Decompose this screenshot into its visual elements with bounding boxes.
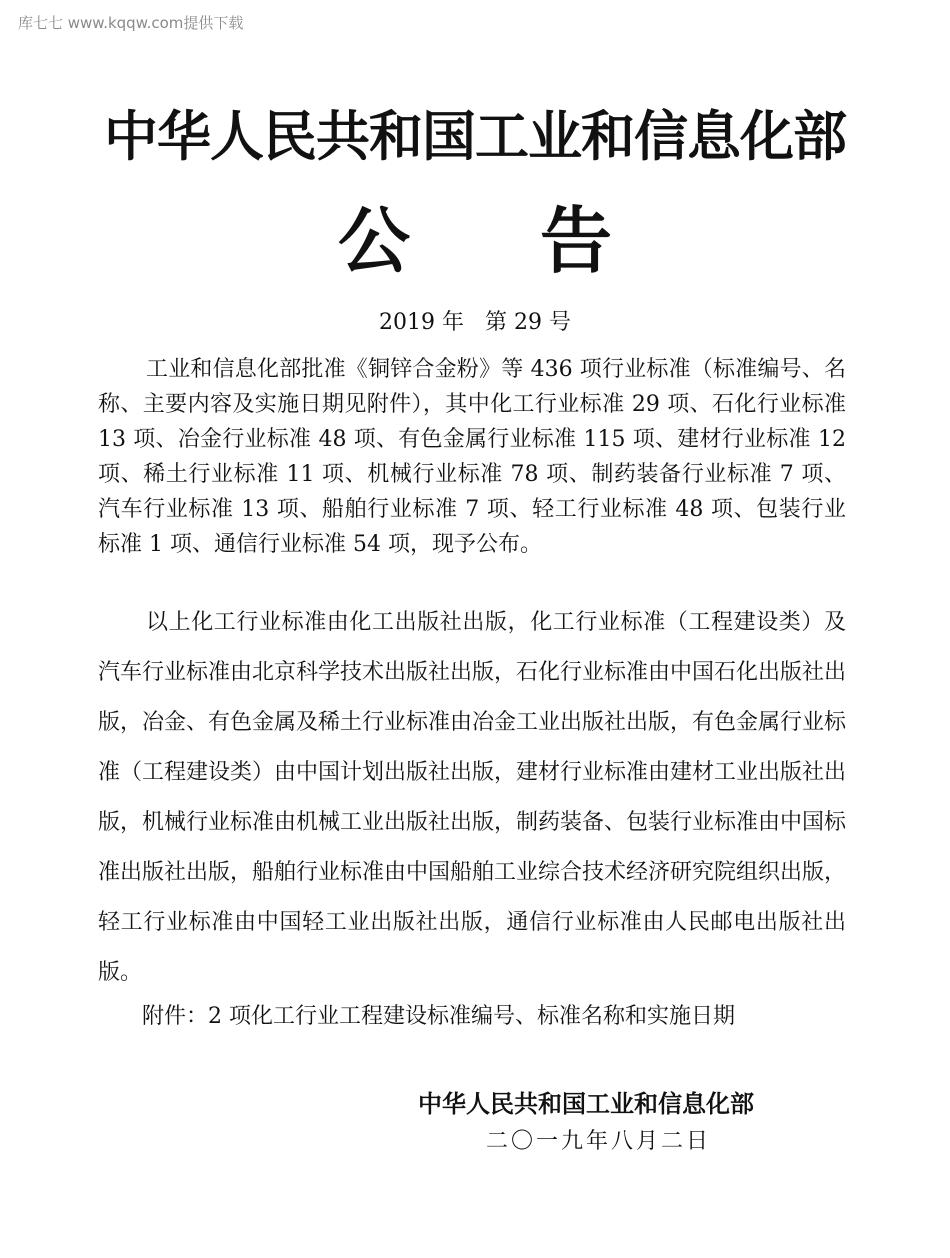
watermark-text: 库七七 www.kqqw.com提供下载 — [18, 14, 244, 32]
body-paragraph-1: 工业和信息化部批准《铜锌合金粉》等 436 项行业标准（标准编号、名称、主要内容及实施日期见附件），其中化工行业标准 29 项、石化行业标准 13 项、冶金行业标准 48 项、有色金属行业标准 115 项、建材行业标准 12 项、稀土行业标准 11 项、机械行业标准 78 项、制药装备行业标准 7 项、汽车行业标准 13 项、船舶行业标准 7 项、轻工行业标准 48 项、包装行业标准 1 项、通信行业标准 54 项，现予公布。 — [98, 357, 846, 557]
signature-date: 二〇一九年八月二日 — [486, 1129, 712, 1154]
issuer-title: 中华人民共和国工业和信息化部 — [104, 105, 846, 168]
signature-organization: 中华人民共和国工业和信息化部 — [418, 1090, 754, 1118]
document-number: 2019 年 第 29 号 — [379, 310, 571, 335]
attachment-note: 附件：2 项化工行业工程建设标准编号、标准名称和实施日期 — [142, 1004, 735, 1029]
body-paragraph-2: 以上化工行业标准由化工出版社出版，化工行业标准（工程建设类）及汽车行业标准由北京科学技术出版社出版，石化行业标准由中国石化出版社出版，冶金、有色金属及稀土行业标准由冶金工业出版社出版，有色金属行业标准（工程建设类）由中国计划出版社出版，建材行业标准由建材工业出版社出版，机械行业标准由机械工业出版社出版，制药装备、包装行业标准由中国标准出版社出版，船舶行业标准由中国船舶工业综合技术经济研究院组织出版，轻工行业标准由中国轻工业出版社出版，通信行业标准由人民邮电出版社出版。 — [98, 610, 847, 985]
document-type-title: 公告 — [337, 199, 742, 283]
